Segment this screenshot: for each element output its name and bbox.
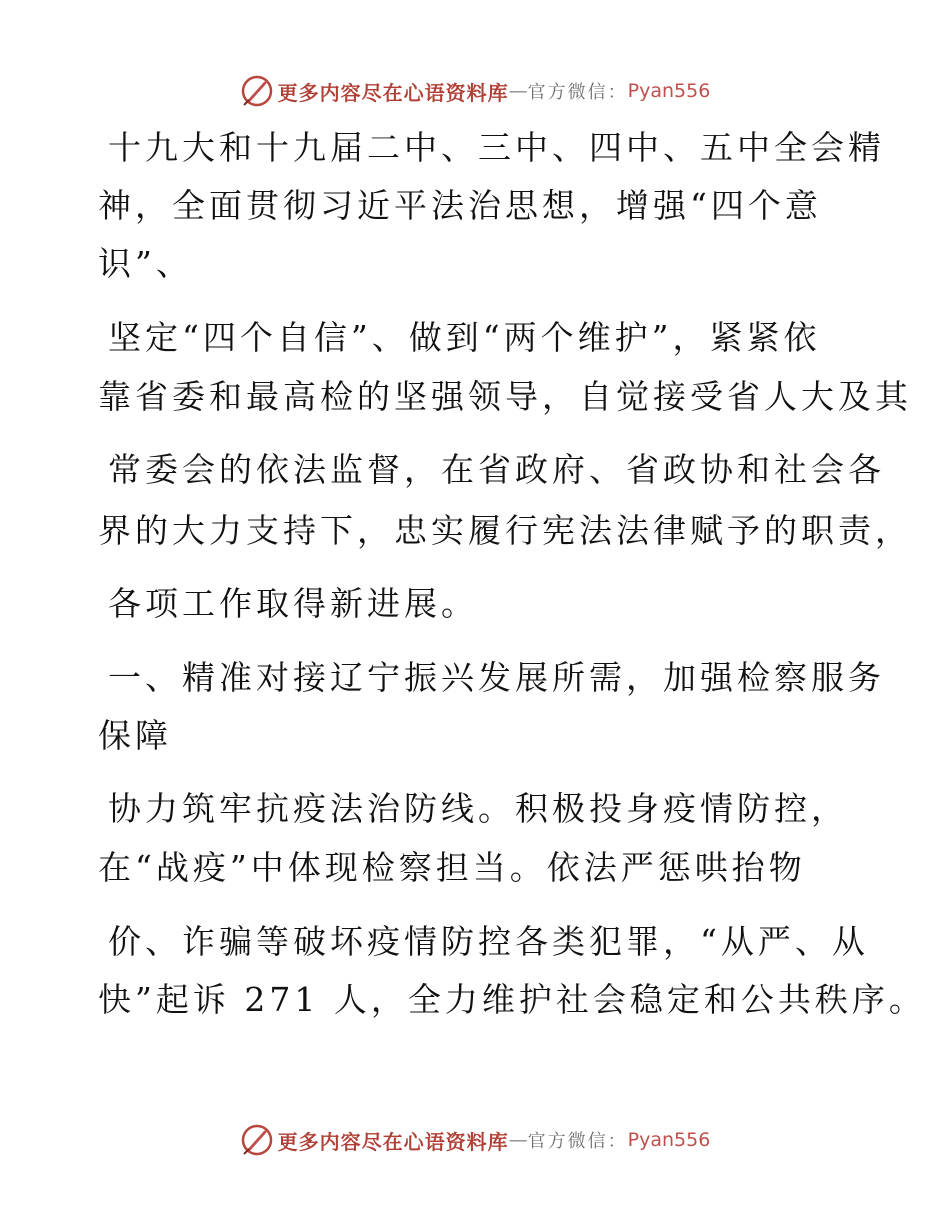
banner-wechat-account: Pyan556 bbox=[627, 1129, 711, 1151]
body-line: 协力筑牢抗疫法治防线。积极投身疫情防控， bbox=[108, 789, 848, 828]
body-line: 各项工作取得新进展。 bbox=[108, 584, 478, 623]
banner-brand-text: 更多内容尽在心语资料库 bbox=[277, 1129, 509, 1154]
body-line: 坚定“四个自信”、做到“两个维护”，紧紧依 bbox=[108, 318, 821, 357]
footer-watermark-banner bbox=[0, 1120, 950, 1160]
body-line: 快”起诉 271 人，全力维护社会稳定和公共秩序。 bbox=[98, 980, 926, 1019]
body-line: 识”、 bbox=[98, 244, 193, 283]
banner-separator: — bbox=[508, 80, 528, 102]
body-line: 在“战疫”中体现检察担当。依法严惩哄抬物 bbox=[98, 848, 806, 887]
body-line: 价、诈骗等破坏疫情防控各类犯罪，“从严、从 bbox=[108, 922, 869, 961]
quill-logo-icon bbox=[240, 74, 274, 108]
header-watermark-banner bbox=[0, 71, 950, 111]
banner-wechat-label: 官方微信： bbox=[527, 1131, 628, 1152]
banner-wechat-label: 官方微信： bbox=[527, 82, 628, 103]
body-line: 界的大力支持下，忠实履行宪法法律赋予的职责， bbox=[98, 511, 912, 550]
quill-logo-icon bbox=[240, 1123, 274, 1157]
body-line: 常委会的依法监督，在省政府、省政协和社会各 bbox=[108, 450, 885, 489]
banner-wechat-account: Pyan556 bbox=[627, 80, 711, 102]
body-line: 靠省委和最高检的坚强领导，自觉接受省人大及其 bbox=[98, 377, 912, 416]
section-heading-line: 保障 bbox=[98, 716, 172, 755]
banner-brand-text: 更多内容尽在心语资料库 bbox=[277, 80, 509, 105]
banner-separator: — bbox=[508, 1129, 528, 1151]
section-heading-line: 一、精准对接辽宁振兴发展所需，加强检察服务 bbox=[108, 658, 885, 697]
body-line: 神，全面贯彻习近平法治思想，增强“四个意 bbox=[98, 186, 822, 225]
body-line: 十九大和十九届二中、三中、四中、五中全会精 bbox=[108, 128, 885, 167]
